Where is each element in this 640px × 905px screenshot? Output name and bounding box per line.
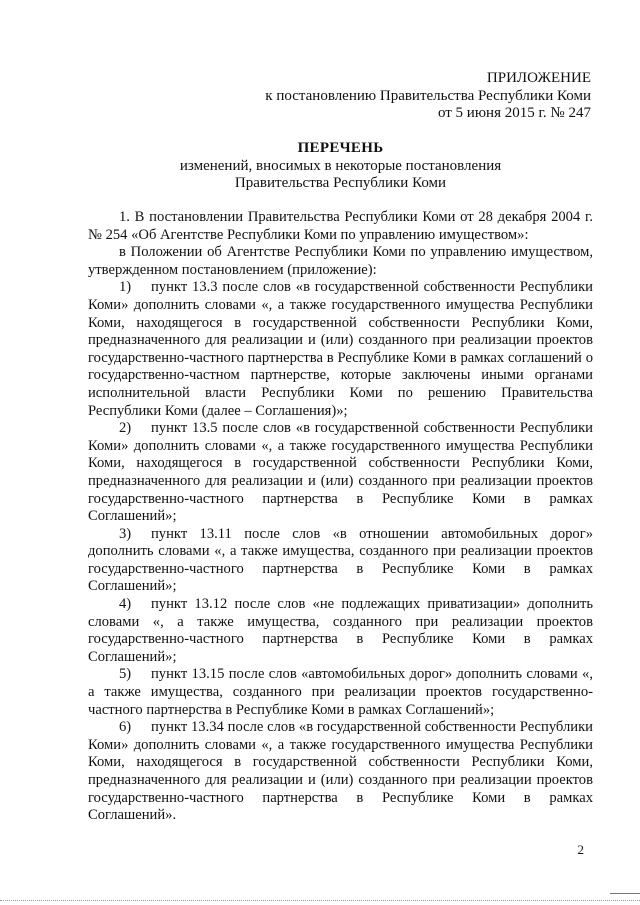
list-item-number: 1) — [119, 279, 132, 296]
document-heading: ПЕРЕЧЕНЬ — [297, 140, 384, 156]
appendix-title: ПРИЛОЖЕНИЕ — [486, 70, 591, 86]
page-number: 2 — [577, 842, 584, 857]
list-item — [88, 526, 593, 596]
appendix-header — [171, 70, 591, 123]
list-item-text: пункт 13.11 после слов «в отношении автомобильных дорог» дополнить словами «, а также имущества, созданного при реализации проектов государственно-частного партнерства в Республике Коми в рамках Соглашений»; — [88, 525, 593, 595]
list-item-number: 3) — [119, 525, 132, 542]
list-item — [88, 596, 593, 666]
list-item-number: 6) — [119, 719, 132, 736]
appendix-decree-line: к постановлению Правительства Республики Коми — [265, 87, 591, 104]
list-item — [88, 666, 593, 719]
list-item-text: пункт 13.5 после слов «в государственной собственности Республики Коми» дополнить словами «, а также государственного имущества Республики Коми, находящегося в государственной собственности Республики Коми, предназначенного для реализации и (или) созданного при реализации проектов государственно-частного партнерства в Республике Коми в рамках Соглашений»; — [88, 420, 593, 525]
list-item-text: пункт 13.15 после слов «автомобильных дорог» дополнить словами «, а также имущества, созданного при реализации проектов государственно-частного партнерства в Республике Коми в рамках Соглашений»; — [88, 666, 593, 718]
list-item-text: пункт 13.34 после слов «в государственной собственности Республики Коми» дополнить словами «, а также государственного имущества Республики Коми, находящегося в государственной собственности Республики Коми, предназначенного для реализации и (или) созданного при реализации проектов государственно-частного партнерства в Республике Коми в рамках Соглашений». — [88, 719, 593, 824]
list-item — [88, 719, 593, 825]
paragraph-1: 1. В постановлении Правительства Республики Коми от 28 декабря 2004 г. № 254 «Об Агентстве Республики Коми по управлению имуществом»: — [88, 209, 593, 243]
document-subtitle-2: Правительства Республики Коми — [234, 175, 447, 191]
list-item-text: пункт 13.3 после слов «в государственной собственности Республики Коми» дополнить словами «, а также государственного имущества Республики Коми, находящегося в государственной собственности Республики Коми, предназначенного для реализации и (или) созданного при реализации проектов государственно-частного партнерства в Республике Коми в рамках соглашений о государственно-частном партнерстве, которые заключены иными органами исполнительной власти Республики Коми по решению Правительства Республики Коми (далее – Соглашения)»; — [88, 279, 593, 419]
list-item — [88, 279, 593, 420]
paragraph-2: в Положении об Агентстве Республики Коми по управлению имуществом, утвержденном постановлением (приложение): — [88, 244, 593, 278]
list-item-text: пункт 13.12 после слов «не подлежащих приватизации» дополнить словами «, а также имущества, созданного при реализации проектов государственно-частного партнерства в Республике Коми в рамках Соглашений»; — [88, 596, 593, 665]
document-subtitle-1: изменений, вносимых в некоторые постановления — [179, 157, 502, 174]
document-body — [88, 209, 593, 825]
list-item-number: 2) — [119, 420, 132, 437]
list-item-number: 4) — [119, 596, 132, 613]
list-item-number: 5) — [119, 666, 132, 683]
scan-edge-line — [0, 900, 640, 902]
appendix-date-line: от 5 июня 2015 г. № 247 — [437, 105, 591, 121]
scan-edge-mark — [610, 893, 640, 895]
document-title-block — [88, 140, 593, 193]
list-item — [88, 420, 593, 526]
